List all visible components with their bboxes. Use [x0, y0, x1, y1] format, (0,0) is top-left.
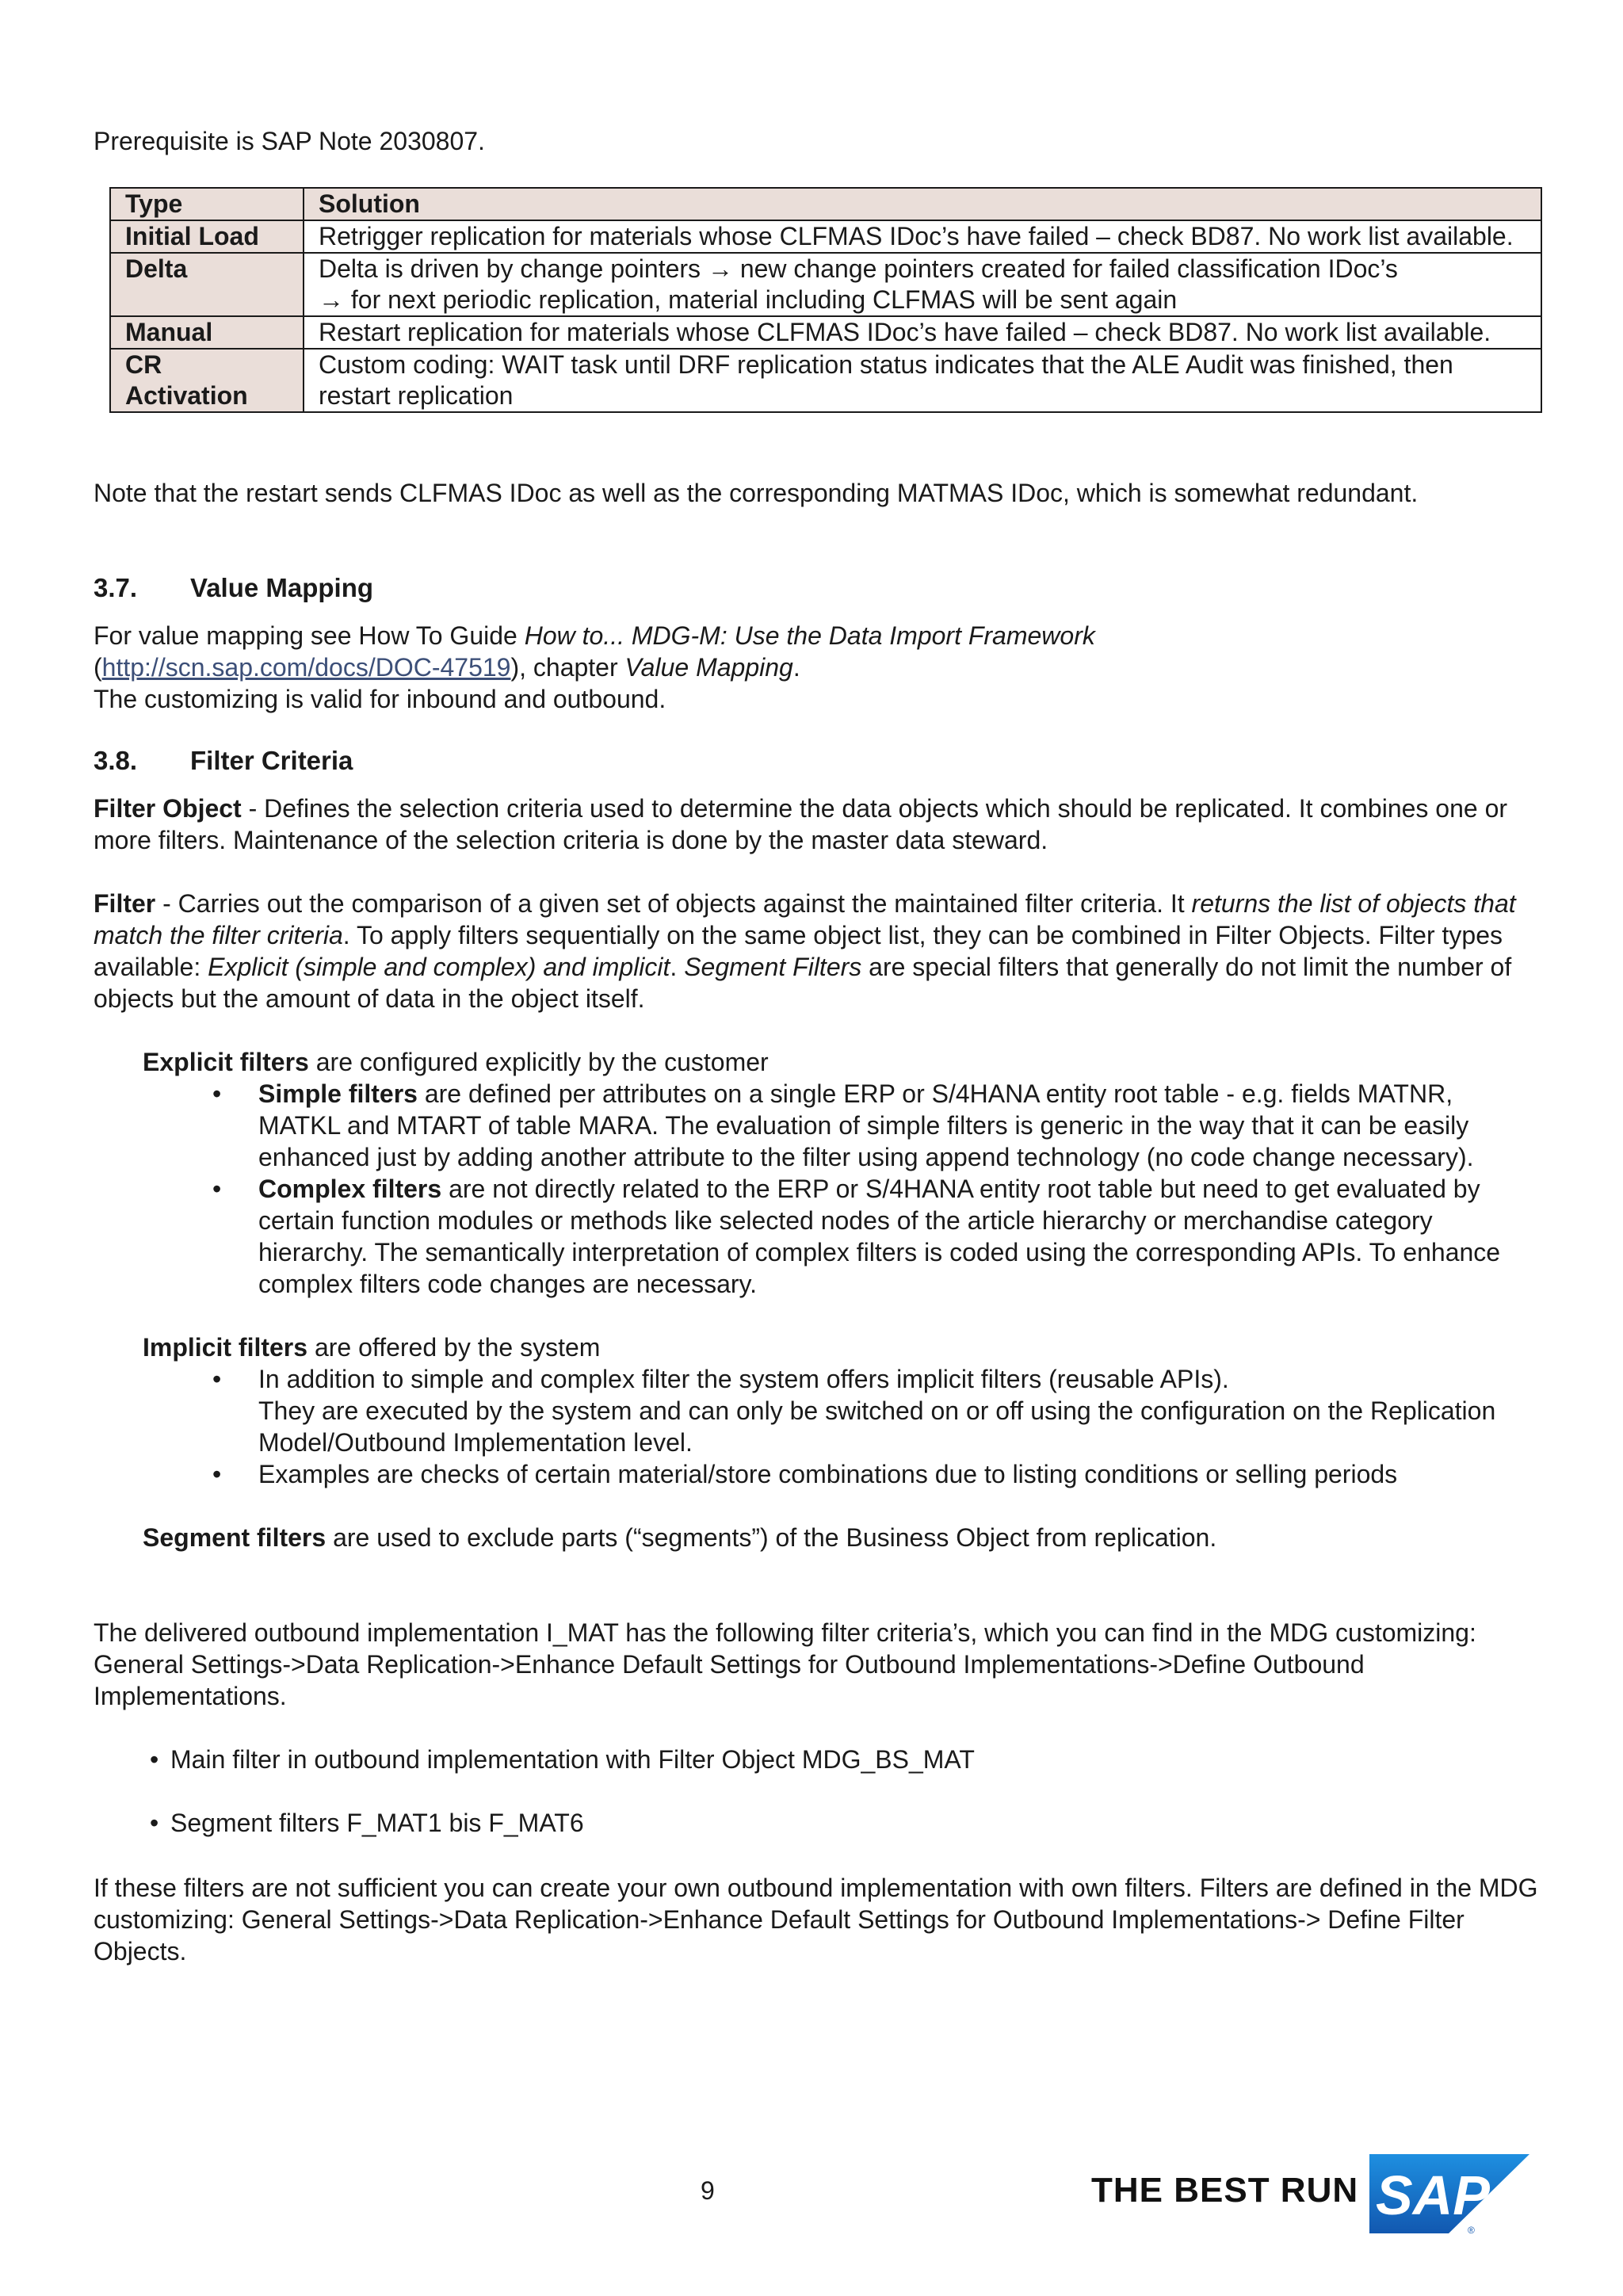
term: Segment filters — [143, 1523, 327, 1552]
bullet-icon: • — [150, 1809, 159, 1837]
closing-paragraph: If these filters are not sufficient you can create your own outbound implementation with own filters. Filters are defined in the MDG customizing: General Settings->Data Replication->Enhance Default Settings for Outbound Implementations-> Define Filter Objects. — [94, 1874, 1538, 1966]
outbound-filters-list — [150, 1744, 1438, 1839]
text: are used to exclude parts (“segments”) of the Business Object from replication. — [326, 1523, 1217, 1552]
table-note: Note that the restart sends CLFMAS IDoc as well as the corresponding MATMAS IDoc, which is somewhat redundant. — [94, 479, 1419, 507]
list-item — [212, 1078, 1526, 1173]
explicit-filters-heading — [143, 1046, 769, 1078]
row-solution: Retrigger replication for materials whose CLFMAS IDoc’s have failed – check BD87. No work list available. — [304, 220, 1541, 253]
row-solution — [304, 253, 1541, 316]
bullet-icon: • — [212, 1365, 222, 1393]
row-solution: Restart replication for materials whose CLFMAS IDoc’s have failed – check BD87. No work list available. — [304, 316, 1541, 349]
text: - Carries out the comparison of a given set of objects against the maintained filter criteria. It — [155, 889, 1192, 918]
table-header-row — [110, 188, 1541, 220]
row-solution: Custom coding: WAIT task until DRF replication status indicates that the ALE Audit was finished, then restart replication — [304, 349, 1541, 412]
value-mapping-paragraph — [94, 620, 1552, 715]
text: Segment filters F_MAT1 bis F_MAT6 — [170, 1809, 584, 1837]
row-type: Initial Load — [110, 220, 304, 253]
header-solution: Solution — [304, 188, 1541, 220]
text: ( — [94, 653, 102, 682]
text: Main filter in outbound implementation with Filter Object MDG_BS_MAT — [170, 1745, 975, 1774]
bullet-icon: • — [212, 1175, 222, 1203]
text: Examples are checks of certain material/store combinations due to listing conditions or selling periods — [258, 1460, 1398, 1488]
prerequisite-text: Prerequisite is SAP Note 2030807. — [94, 127, 485, 155]
list-item — [212, 1363, 1534, 1458]
sap-logo-text: SAP — [1376, 2164, 1490, 2226]
text: ), chapter — [510, 653, 625, 682]
row-type: Delta — [110, 253, 304, 316]
scn-doc-link[interactable]: http://scn.sap.com/docs/DOC-47519 — [101, 653, 511, 682]
brand-tagline: THE BEST RUN — [1091, 2171, 1359, 2210]
filter-paragraph — [94, 888, 1544, 1014]
text: - Defines the selection criteria used to determine the data objects which should be replicated. It combines one or more filters. Maintenance of the selection criteria is done by the master data steward. — [94, 794, 1508, 854]
term: Implicit filters — [143, 1333, 308, 1362]
section-number: 3.8. — [94, 746, 138, 775]
guide-title: How to... MDG-M: Use the Data Import Framework — [524, 621, 1095, 650]
type-line: CR — [125, 350, 162, 379]
header-type: Type — [110, 188, 304, 220]
text: are configured explicitly by the customer — [308, 1048, 769, 1076]
row-type — [110, 349, 304, 412]
text: For value mapping see How To Guide — [94, 621, 525, 650]
table-row — [110, 349, 1541, 412]
section-title: Filter Criteria — [190, 746, 353, 775]
type-line: Activation — [125, 381, 248, 410]
text: are not directly related to the ERP or S/4HANA entity root table but need to get evaluated by certain function modules or methods like selected nodes of the article hierarchy or merchandise category hierarchy. The semantically interpretation of complex filters is coded using the corresponding APIs. To enhance complex filters code changes are necessary. — [258, 1175, 1501, 1298]
table-row — [110, 220, 1541, 253]
list-item — [212, 1458, 1534, 1490]
table-row — [110, 316, 1541, 349]
list-item — [212, 1173, 1526, 1300]
page-number: 9 — [701, 2176, 715, 2205]
term: Complex filters — [258, 1175, 442, 1203]
bullet-icon: • — [150, 1745, 159, 1774]
text: returns the list of objects that match the filter criteria — [94, 889, 1516, 949]
chapter-title: Value Mapping — [624, 653, 793, 682]
text: . To apply filters sequentially on the same object list, they can be combined in Filter Objects. Filter types available: — [94, 921, 1503, 981]
term: Filter — [94, 889, 156, 918]
registered-mark: ® — [1468, 2225, 1475, 2236]
explicit-filters-list — [212, 1078, 1526, 1300]
bullet-icon: • — [212, 1460, 222, 1488]
delivered-implementation-paragraph: The delivered outbound implementation I_MAT has the following filter criteria’s, which you can find in the MDG customizing: General Settings->Data Replication->Enhance Default Settings for Outbound Implementations->Define Outbound Implementations. — [94, 1618, 1476, 1710]
term: Explicit filters — [143, 1048, 309, 1076]
solution-line: → for next periodic replication, material including CLFMAS will be sent again — [319, 285, 1178, 314]
section-number: 3.7. — [94, 573, 138, 602]
section-heading-3-7 — [94, 572, 373, 604]
text: are defined per attributes on a single ERP or S/4HANA entity root table - e.g. fields MATNR, MATKL and MTART of table MARA. The evaluation of simple filters is generic in the way that it can be easily enhanced just by adding another attribute to the filter using append technology (no code change necessary). — [258, 1079, 1474, 1171]
term: Filter Object — [94, 794, 242, 823]
text: . — [792, 653, 800, 682]
row-type: Manual — [110, 316, 304, 349]
implicit-filters-heading — [143, 1331, 600, 1363]
text: Explicit (simple and complex) and implicit — [208, 953, 670, 981]
bullet-icon: • — [212, 1079, 222, 1108]
text: They are executed by the system and can only be switched on or off using the configuration on the Replication Model/Outbound Implementation level. — [258, 1396, 1496, 1457]
text: The customizing is valid for inbound and outbound. — [94, 685, 666, 713]
section-heading-3-8 — [94, 745, 353, 777]
solution-line: Delta is driven by change pointers → new change pointers created for failed classification IDoc’s — [319, 254, 1398, 283]
implicit-filters-list — [212, 1363, 1534, 1490]
list-item — [150, 1807, 1438, 1839]
text: are offered by the system — [307, 1333, 601, 1362]
sap-logo-icon — [1369, 2154, 1529, 2237]
text: In addition to simple and complex filter the system offers implicit filters (reusable APIs). — [258, 1365, 1229, 1393]
solution-table — [109, 187, 1542, 413]
segment-filters-paragraph — [143, 1522, 1216, 1553]
filter-object-paragraph — [94, 793, 1544, 856]
section-title: Value Mapping — [190, 573, 374, 602]
list-item — [150, 1744, 1438, 1775]
term: Simple filters — [258, 1079, 418, 1108]
text: are special filters that generally do not limit the number of objects but the amount of data in the object itself. — [94, 953, 1512, 1013]
table-row — [110, 253, 1541, 316]
text: Segment Filters — [684, 953, 862, 981]
text: . — [670, 953, 685, 981]
